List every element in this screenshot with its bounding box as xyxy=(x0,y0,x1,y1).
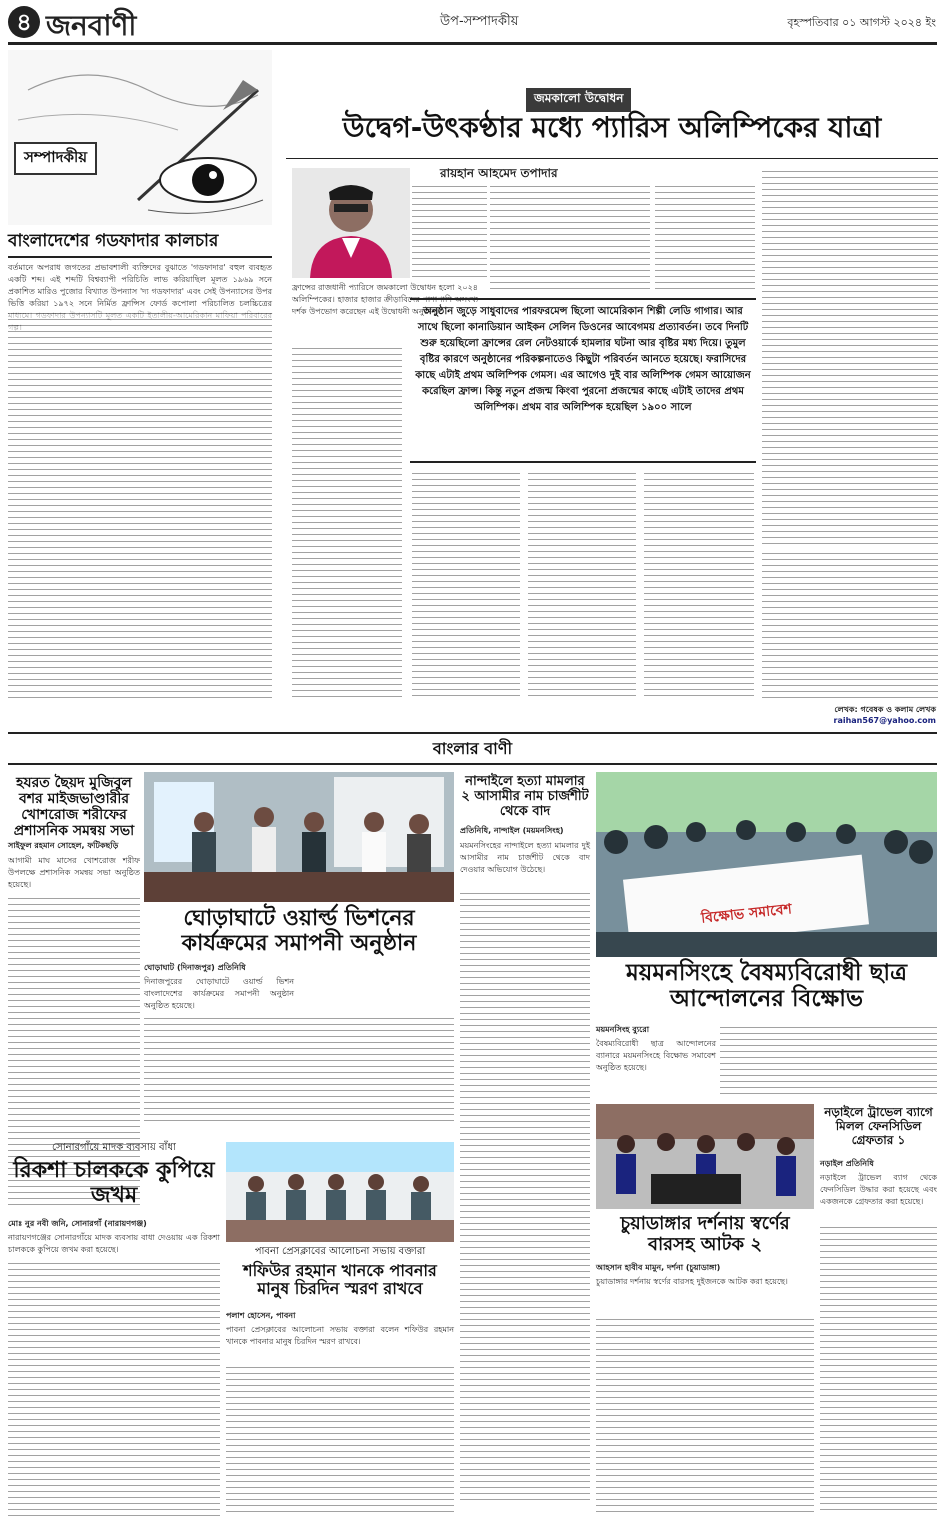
story-5-headline: নড়াইলে ট্রাভেল ব্যাগে মিলল ফেনসিডিল গ্রেফতার ১ xyxy=(824,1105,933,1147)
feature-body: ফ্রান্সের রাজধানী প্যারিসে জমকালো উদ্বোধন হলো ২০২৪ অলিম্পিকের। হাজার হাজার ক্রীড়াবিদের পাশাপাশি অসংখ্য দর্শক উপভোগ করেছেন এই উদ্বোধনী অনুষ্ঠান। xyxy=(292,283,478,316)
story-6-headline: রিকশা চালককে কুপিয়ে জখম xyxy=(13,1158,215,1209)
story-6-body-continued xyxy=(8,1260,220,1516)
feature-col-4-text xyxy=(762,168,938,548)
story-5-byline: নড়াইল প্রতিনিধি xyxy=(820,1159,874,1168)
story-6-body: নারায়ণগঞ্জের সোনারগাঁয়ে মাদক ব্যবসায় বাধা দেওয়ায় এক রিকশা চালককে কুপিয়ে জখম করা হয়েছে। xyxy=(8,1233,220,1254)
story-8-byline: আহসান হাবীব মামুন, দর্শনা (চুয়াডাঙ্গা) xyxy=(596,1263,721,1272)
quill-eye-drawing xyxy=(8,50,272,225)
feature-lower-col-3 xyxy=(528,470,636,700)
story-2-body: দিনাজপুরের ঘোড়াঘাটে ওয়ার্ল্ড ভিশন বাংলাদেশের কার্যক্রমের সমাপনী অনুষ্ঠান অনুষ্ঠিত হয়েছে। xyxy=(144,977,294,1010)
story-8-headline: চুয়াডাঙ্গার দর্শনায় স্বর্ণের বারসহ আটক ২ xyxy=(620,1213,790,1255)
story-2-headline: ঘোড়াঘাটে ওয়ার্ল্ড ভিশনের কার্যক্রমের সমাপনী অনুষ্ঠান xyxy=(181,906,417,957)
protest-photo xyxy=(596,772,937,957)
story-5-body: নড়াইলে ট্রাভেল ব্যাগ থেকে ফেনসিডিল উদ্ধার করা হয়েছে এবং একজনকে গ্রেফতার করা হয়েছে। xyxy=(820,1173,937,1206)
story-2-byline: ঘোড়াঘাট (দিনাজপুর) প্রতিনিধি xyxy=(144,963,246,972)
story-4-body: বৈষম্যবিরোধী ছাত্র আন্দোলনের ব্যানারে ময়মনসিংহে বিক্ষোভ সমাবেশ অনুষ্ঠিত হয়েছে। xyxy=(596,1039,716,1072)
story-3-body-continued xyxy=(460,890,590,1500)
story-7-kicker: পাবনা প্রেসক্লাবের আলোচনা সভায় বক্তারা xyxy=(254,1246,426,1257)
feature-col-1-text xyxy=(412,183,487,278)
regional-rule-bottom xyxy=(8,763,937,765)
story-7-body: পাবনা প্রেসক্লাবের আলোচনা সভায় বক্তারা বলেন শফিউর রহমান খানকে পাবনার মানুষ চিরদিন স্মরণ রাখবে। xyxy=(226,1325,454,1346)
feature-col-2-text xyxy=(490,183,650,293)
page-number-badge: ৪ xyxy=(8,6,40,38)
story-1-body: আগামী মাঘ মাসের খোশরোজ শরীফ উপলক্ষে প্রশাসনিক সমন্বয় সভা অনুষ্ঠিত হয়েছে। xyxy=(8,856,140,889)
author-portrait xyxy=(292,168,410,278)
editorial-body: বর্তমানে অপরাধ জগতের প্রভাবশালী ব্যক্তিদের বুঝাতে 'গডফাদার' বহুল ব্যবহৃত একটি শব্দ। এই শব্দটি বিশ্বব্যাপী পরিচিতি লাভ করিয়াছিল মূলত ১৯৬৯ সনে প্রকাশিত মারিও পুজোর বিখ্যাত উপন্যাস 'দ্য গডফাদার' এবং সেই উপন্যাসের উপর ভিত্তি করিয়া ১৯৭২ সনে নির্মিত ফ্রান্সিস ফোর্ড কপোলা পরিচালিত চলচ্চিত্রের xyxy=(8,263,272,308)
story-2-body-continued xyxy=(144,1015,454,1125)
story-2-photo xyxy=(144,772,454,902)
story-8-body-continued xyxy=(596,1316,814,1516)
story-4-body-continued xyxy=(720,1024,937,1094)
story-1-byline: সাইফুল রহমান সোহেল, ফটিকছড়ি xyxy=(8,841,119,850)
editorial-label: সম্পাদকীয় xyxy=(14,142,97,175)
story-7-byline: পলাশ হোসেন, পাবনা xyxy=(226,1311,296,1320)
feature-col-3-text xyxy=(655,183,755,293)
feature-headline: উদ্বেগ-উৎকণ্ঠার মধ্যে প্যারিস অলিম্পিকের যাত্রা xyxy=(342,111,882,144)
regional-rule-top xyxy=(8,732,937,734)
story-4-headline: ময়মনসিংহে বৈষম্যবিরোধী ছাত্র আন্দোলনের বিক্ষোভ xyxy=(626,960,907,1013)
brand-logo: জনবাণী xyxy=(46,9,137,42)
feature-pullquote xyxy=(410,298,756,463)
masthead-rule xyxy=(8,42,937,45)
editorial-headline: বাংলাদেশের গডফাদার কালচার xyxy=(8,231,219,251)
feature-author: রায়হান আহমেদ তপাদার xyxy=(440,166,558,180)
event-photo xyxy=(144,772,454,902)
editorial-body-continued xyxy=(8,310,272,700)
feature-signature: লেখক: গবেষক ও কলাম লেখক xyxy=(834,705,936,714)
editorial-underline xyxy=(8,256,272,258)
pullquote-text: অনুষ্ঠান জুড়ে সাধুবাদের পারফরমেন্স ছিলো আমেরিকান শিল্পী লেডি গাগার। আর সাথে ছিলো কানাডিয়ান আইকন সেলিন ডিওনের আবেগময় প্রত্যাবর্তন। তবে দিনটি শুরু হয়েছিলো ফ্রান্সের রেল নেটওয়ার্কে হামলার ঘটনা আর বৃষ্টির মধ্য দিয়ে। তুমুল বৃষ্টির কারণে অনুষ্ঠানের পরিকল্পনাতেও কিছুটা পরিবর্তন আনতে হয়েছে। ফরাসিদের কাছে এটাই প্রথম অলিম্পিক গেমস। এর আগেও দুই বার অলিম্পিক গেমস আয়োজন করেছিল ফ্রান্স। কিন্তু নতুন প্রজন্ম কিংবা পুরনো প্রজন্মের কাছে এটাই তাদের প্রথম অলিম্পিক। প্রথম বার অলিম্পিক হয়েছিল ১৯০০ সালে xyxy=(415,306,751,413)
story-8-body: চুয়াডাঙ্গার দর্শনায় স্বর্ণের বারসহ দুইজনকে আটক করা হয়েছে। xyxy=(596,1277,788,1286)
regional-banner: বাংলার বাণী xyxy=(432,739,513,758)
editorial-illustration xyxy=(8,50,272,225)
feature-lower-col-4 xyxy=(644,470,754,700)
feature-kicker: জমকালো উদ্বোধন xyxy=(526,88,631,112)
story-3-headline: নান্দাইলে হত্যা মামলার ২ আসামীর নাম চার্জশীট থেকে বাদ xyxy=(461,774,589,819)
story-7-headline: শফিউর রহমান খানকে পাবনার মানুষ চিরদিন স্মরণ রাখবে xyxy=(243,1261,437,1299)
story-7-photo xyxy=(226,1142,454,1242)
press-club-photo xyxy=(226,1142,454,1242)
feature-lower-col-1 xyxy=(292,345,402,700)
story-6-kicker: সোনারগাঁয়ে মাদক ব্যবসায় বাঁধা xyxy=(52,1142,176,1153)
author-photo xyxy=(292,168,410,278)
story-1-headline: হযরত ছৈয়দ মুজিবুল বশর মাইজভাণ্ডারীর খোশরোজ শরীফের প্রশাসনিক সমন্বয় সভা xyxy=(13,775,135,840)
story-3-body: ময়মনসিংহের নান্দাইলে হত্যা মামলার দুই আসামীর নাম চার্জশীট থেকে বাদ দেওয়ার অভিযোগ উঠেছে। xyxy=(460,841,590,874)
story-6-byline: মোঃ নুর নবী জনি, সোনারগাঁ (নারায়ণগঞ্জ) xyxy=(8,1219,147,1228)
section-name: উপ-সম্পাদকীয় xyxy=(440,14,519,29)
feature-lower-col-2 xyxy=(412,470,520,700)
story-3-byline: প্রতিনিধি, নান্দাইল (ময়মনসিংহ) xyxy=(460,826,564,835)
arrest-photo xyxy=(596,1104,814,1209)
story-4-photo xyxy=(596,772,937,957)
story-4-byline: ময়মনসিংহ ব্যুরো xyxy=(596,1025,650,1034)
issue-date: বৃহস্পতিবার ০১ আগস্ট ২০২৪ ইং xyxy=(787,16,936,29)
story-8-photo xyxy=(596,1104,814,1209)
feature-rule xyxy=(286,158,938,159)
story-7-body-continued xyxy=(226,1364,454,1516)
feature-lower-col-5 xyxy=(762,550,938,700)
masthead xyxy=(0,0,945,42)
protest-banner-text: বিক্ষোভ সমাবেশ xyxy=(700,901,793,927)
story-5-body-continued xyxy=(820,1224,937,1514)
feature-email[interactable]: raihan567@yahoo.com xyxy=(833,716,936,725)
